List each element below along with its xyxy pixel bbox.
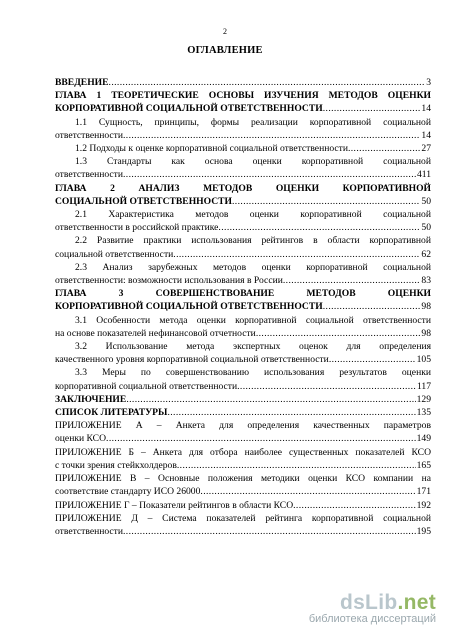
toc-page-number: 14 — [421, 103, 431, 115]
dot-leader — [323, 300, 421, 313]
toc-entry-row — [55, 525, 431, 538]
toc-entry-text: ГЛАВА 2 АНАЛИЗ МЕТОДОВ ОЦЕНКИ КОРПОРАТИВНОЙ — [55, 182, 431, 194]
toc-entry — [55, 208, 431, 234]
toc-page-number: 117 — [416, 380, 431, 392]
toc-entry-first-line — [55, 472, 431, 485]
toc-title: ОГЛАВЛЕНИЕ — [187, 45, 263, 56]
toc-entry-text: ответственности в российской практике — [55, 222, 219, 234]
toc-entry-text: ответственности — [55, 169, 123, 181]
toc-entry — [55, 472, 431, 498]
toc-entry-text: 3.1 Особенности метода оценки корпоративной социальной ответственности — [75, 314, 431, 326]
toc-entry-row — [55, 221, 431, 234]
toc-entry-first-line — [55, 155, 431, 168]
toc-page-number: 98 — [421, 327, 431, 339]
toc-entry-first-line — [55, 314, 431, 327]
toc-entry-text: социальной ответственности — [55, 248, 174, 260]
toc-entry-first-line — [55, 512, 431, 525]
toc-entry-row — [55, 168, 431, 181]
toc-entry-text: 3.2 Использование метода экспертных оценок для определения — [75, 341, 431, 353]
dot-leader — [200, 485, 415, 498]
toc-entry-row — [55, 499, 431, 512]
toc-page-number: 3 — [426, 77, 431, 88]
dot-leader — [218, 221, 420, 234]
toc-entry-text: ответственности: возможности использования в России — [55, 275, 283, 287]
toc-entry — [55, 499, 431, 512]
toc-entry-text: на основе показателей нефинансовой отчетности — [55, 327, 256, 339]
toc-entry-text: 1.3 Стандарты как основа оценки корпоративной социальной — [75, 156, 431, 168]
toc-entry — [55, 406, 431, 419]
toc-entry-text: качественного уровня корпоративной социальной ответственности — [55, 354, 329, 366]
dot-leader — [283, 274, 421, 287]
toc-entry-text: соответствие стандарту ИСО 26000 — [55, 486, 201, 498]
toc-entry-first-line — [55, 419, 431, 432]
toc-entry — [55, 314, 431, 340]
toc-entry-first-line — [55, 340, 431, 353]
toc-entry-first-line — [55, 261, 431, 274]
toc-entry — [55, 76, 431, 89]
dot-leader — [323, 102, 421, 115]
toc-entry — [55, 446, 431, 472]
page-number: 2 — [223, 27, 227, 36]
toc-page-number: 149 — [416, 433, 431, 445]
toc-entry-row — [55, 485, 431, 498]
dot-leader — [106, 432, 416, 445]
toc-page-number: 165 — [416, 459, 431, 471]
toc-entry-text: ПРИЛОЖЕНИЕ А – Анкета для определения качественных параметров — [55, 420, 431, 432]
toc-entry-text: ПРИЛОЖЕНИЕ В – Основные положения методики оценки КСО компании на — [55, 473, 431, 485]
dot-leader — [123, 168, 416, 181]
toc-page-number: 195 — [416, 525, 431, 537]
toc-entry — [55, 89, 431, 115]
toc-entry — [55, 419, 431, 445]
toc-entry-first-line — [55, 446, 431, 459]
toc-entry — [55, 261, 431, 287]
toc-entry-first-line — [55, 89, 431, 102]
toc-entry-row — [55, 432, 431, 445]
toc-entry-text: оценки КСО — [55, 433, 107, 445]
toc-entry-text: корпоративной социальной ответственности — [55, 380, 238, 392]
dot-leader — [293, 499, 415, 512]
toc-entry-first-line — [55, 287, 431, 300]
toc-entry-text: 2.1 Характеристика методов оценки корпоративной социальной — [75, 209, 431, 221]
toc-entry-text: ГЛАВА 3 СОВЕРШЕНСТВОВАНИЕ МЕТОДОВ ОЦЕНКИ — [55, 288, 431, 300]
toc-entry-first-line — [55, 366, 431, 379]
dot-leader — [177, 459, 416, 472]
dslib-watermark — [309, 591, 436, 625]
dot-leader — [123, 525, 416, 538]
toc-page-number: 171 — [416, 486, 431, 498]
toc-entry — [55, 366, 431, 392]
toc-entry-text: ПРИЛОЖЕНИЕ Д – Система показателей рейтинга корпоративной социальной — [55, 512, 431, 524]
toc-entry-text: ответственности — [55, 129, 123, 141]
dot-leader — [329, 353, 416, 366]
toc-page-number: 83 — [421, 275, 431, 287]
toc-entry-text: ВВЕДЕНИЕ — [55, 77, 109, 88]
toc-entry — [55, 155, 431, 181]
toc-page-number: 192 — [416, 499, 431, 511]
toc-entry — [55, 287, 431, 313]
dot-leader — [109, 76, 426, 89]
toc-entry-text: 2.2 Развитие практики использования рейтингов в области корпоративной — [75, 235, 431, 247]
toc-entry-row — [55, 380, 431, 393]
toc-entry-text: ГЛАВА 1 ТЕОРЕТИЧЕСКИЕ ОСНОВЫ ИЗУЧЕНИЯ МЕТОДОВ ОЦЕНКИ — [55, 90, 431, 102]
toc-entry — [55, 142, 431, 155]
dot-leader — [126, 393, 415, 406]
toc-page-number: 27 — [421, 143, 431, 155]
dot-leader — [348, 142, 420, 155]
toc-entry-text: ЗАКЛЮЧЕНИЕ — [55, 393, 127, 405]
toc-page-number: 62 — [421, 248, 431, 260]
logo-main-text: dsLib — [339, 591, 398, 614]
toc-entry-text: ПРИЛОЖЕНИЕ Б – Анкета для отбора наиболее существенных показателей КСО — [55, 446, 431, 458]
toc-entry — [55, 512, 431, 538]
toc-entry-row — [55, 406, 431, 419]
toc-entry-row — [55, 300, 431, 313]
watermark-subtitle: библиотека диссертаций — [308, 613, 436, 625]
toc-entry-row — [55, 248, 431, 261]
toc-entry-text: СОЦИАЛЬНОЙ ОТВЕТСТВЕННОСТИ — [55, 195, 232, 207]
toc-entry-text: СПИСОК ЛИТЕРАТУРЫ — [55, 407, 168, 419]
toc-entry-row — [55, 459, 431, 472]
toc-entry-text: ПРИЛОЖЕНИЕ Г – Показатели рейтингов в области КСО — [55, 499, 294, 511]
toc-page-number: 411 — [416, 169, 431, 181]
toc-entry-text: 1.2 Подходы к оценке корпоративной социальной ответственности — [75, 143, 348, 155]
table-of-contents — [55, 76, 431, 538]
toc-entry-first-line — [55, 116, 431, 129]
toc-entry-text: КОРПОРАТИВНОЙ СОЦИАЛЬНОЙ ОТВЕТСТВЕННОСТИ — [55, 103, 323, 115]
toc-entry-text: 2.3 Анализ зарубежных методов оценки корпоративной социальной — [75, 261, 431, 273]
toc-entry-first-line — [55, 234, 431, 247]
dot-leader — [256, 327, 421, 340]
dslib-logo — [309, 591, 436, 615]
dot-leader — [237, 380, 416, 393]
toc-page-number: 98 — [421, 301, 431, 313]
dot-leader — [173, 248, 420, 261]
toc-entry-first-line — [55, 182, 431, 195]
dot-leader — [167, 406, 415, 419]
toc-entry-row — [55, 129, 431, 142]
toc-entry — [55, 340, 431, 366]
toc-entry-text: КОРПОРАТИВНОЙ СОЦИАЛЬНОЙ ОТВЕТСТВЕННОСТИ — [55, 301, 323, 313]
toc-page-number: 50 — [421, 195, 431, 207]
logo-tld-text: .net — [397, 591, 436, 614]
toc-page-number: 129 — [416, 393, 431, 405]
toc-entry-row — [55, 102, 431, 115]
toc-page-number: 135 — [416, 407, 431, 419]
toc-entry — [55, 182, 431, 208]
toc-entry-text: 3.3 Меры по совершенствованию использования результатов оценки — [75, 367, 431, 379]
toc-page-number: 14 — [421, 129, 431, 141]
dot-leader — [232, 195, 420, 208]
toc-entry — [55, 234, 431, 260]
toc-entry-row — [55, 142, 431, 155]
toc-entry-text: с точки зрения стейкхолдеров — [55, 459, 177, 471]
toc-page-number: 50 — [421, 222, 431, 234]
toc-entry — [55, 393, 431, 406]
toc-page-number: 105 — [416, 354, 431, 366]
toc-entry — [55, 116, 431, 142]
toc-entry-row — [55, 76, 431, 89]
toc-entry-row — [55, 353, 431, 366]
dot-leader — [123, 129, 420, 142]
toc-entry-row — [55, 274, 431, 287]
toc-entry-text: ответственности — [55, 525, 123, 537]
toc-entry-first-line — [55, 208, 431, 221]
toc-entry-row — [55, 327, 431, 340]
toc-entry-text: 1.1 Сущность, принципы, формы реализации корпоративной социальной — [75, 116, 431, 128]
toc-entry-row — [55, 195, 431, 208]
toc-entry-row — [55, 393, 431, 406]
